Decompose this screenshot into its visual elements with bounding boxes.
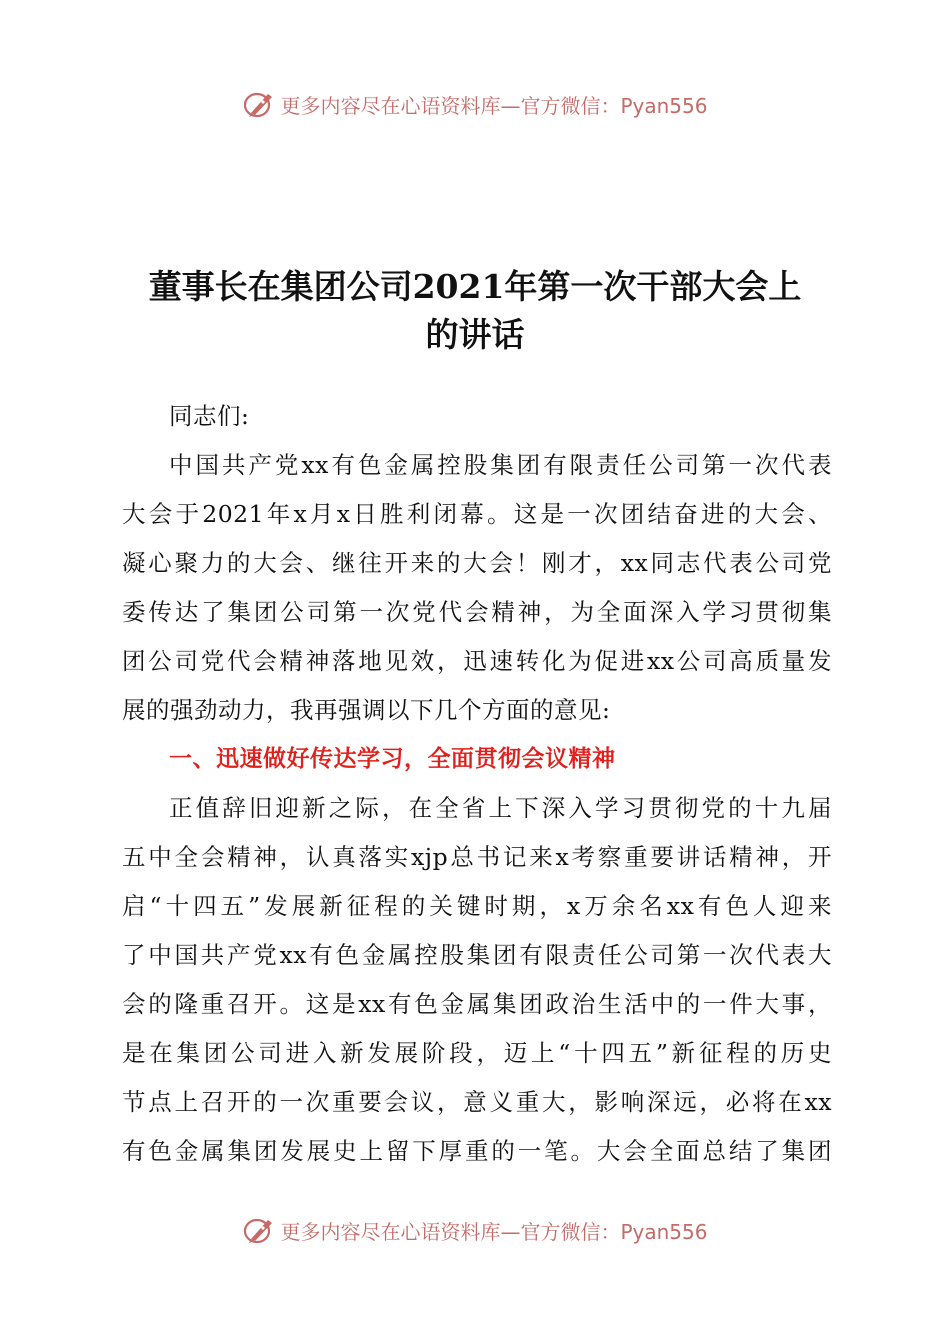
watermark-text: 更多内容尽在心语资料库—官方微信：Pyan556	[280, 93, 708, 118]
pen-logo-icon	[242, 89, 276, 119]
paragraph-2-line: 启“十四五”发展新征程的关键时期，x万余名xx有色人迎来	[122, 892, 832, 920]
paragraph-1-line: 委传达了集团公司第一次党代会精神，为全面深入学习贯彻集	[122, 598, 832, 626]
paragraph-1-line: 凝心聚力的大会、继往开来的大会！刚才，xx同志代表公司党	[122, 549, 832, 577]
pen-logo-icon	[242, 1215, 276, 1245]
paragraph-2-line: 节点上召开的一次重要会议，意义重大，影响深远，必将在xx	[122, 1088, 832, 1116]
paragraph-2-line: 有色金属集团发展史上留下厚重的一笔。大会全面总结了集团	[122, 1137, 832, 1165]
title-line-2: 的讲话	[425, 315, 525, 354]
paragraph-2-line: 会的隆重召开。这是xx有色金属集团政治生活中的一件大事，	[122, 990, 832, 1018]
document-title	[120, 263, 830, 359]
paragraph-2-line: 五中全会精神，认真落实xjp总书记来x考察重要讲话精神，开	[122, 843, 832, 871]
paragraph-1-line: 展的强劲动力，我再强调以下几个方面的意见:	[122, 696, 611, 724]
paragraph-2-line: 正值辞旧迎新之际，在全省上下深入学习贯彻党的十九届	[169, 794, 832, 822]
document-body	[122, 392, 832, 1176]
paragraph-1-line: 团公司党代会精神落地见效，迅速转化为促进xx公司高质量发	[122, 647, 832, 675]
header-watermark	[0, 84, 950, 124]
salutation: 同志们:	[169, 402, 250, 430]
footer-watermark	[0, 1210, 950, 1250]
paragraph-1-line: 大会于2021年x月x日胜利闭幕。这是一次团结奋进的大会、	[122, 500, 832, 528]
section-heading-1: 一、迅速做好传达学习，全面贯彻会议精神	[169, 746, 616, 772]
paragraph-2-line: 是在集团公司进入新发展阶段，迈上“十四五”新征程的历史	[122, 1039, 832, 1067]
watermark-text: 更多内容尽在心语资料库—官方微信：Pyan556	[280, 1219, 708, 1244]
title-line-1: 董事长在集团公司2021年第一次干部大会上	[148, 267, 802, 306]
paragraph-1-line: 中国共产党xx有色金属控股集团有限责任公司第一次代表	[169, 451, 832, 479]
paragraph-2-line: 了中国共产党xx有色金属控股集团有限责任公司第一次代表大	[122, 941, 832, 969]
